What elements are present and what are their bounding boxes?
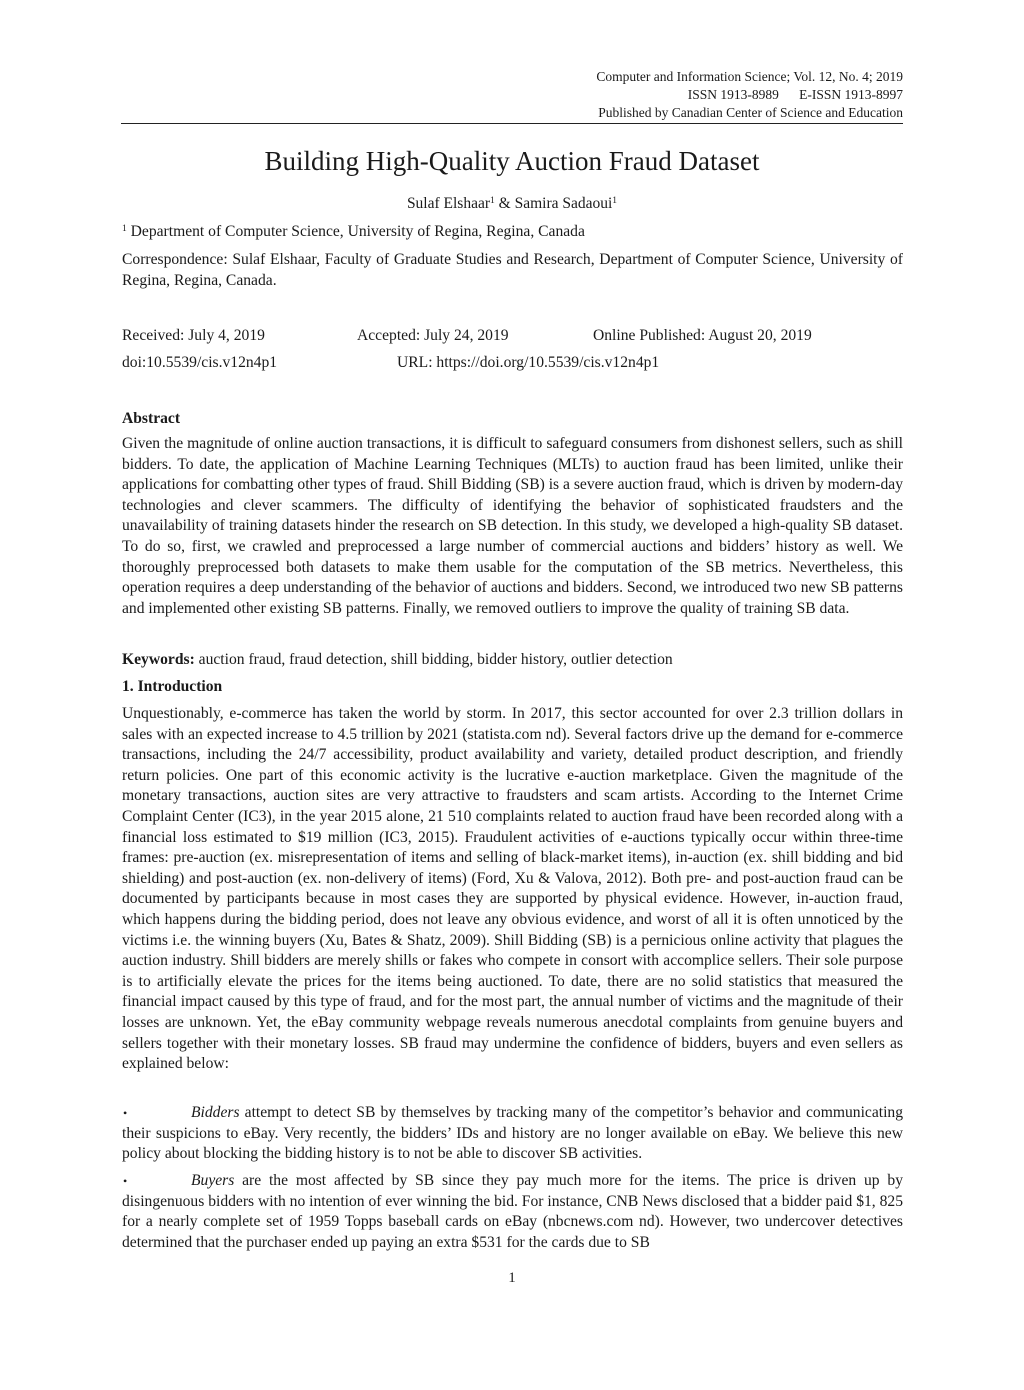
bullet-lead: Bidders (191, 1104, 240, 1121)
author-name: Sulaf Elshaar (406, 195, 491, 212)
author-affil-marker: 1 (490, 196, 495, 206)
author-list (0, 194, 1024, 214)
affiliation (122, 222, 903, 243)
header-rule (121, 123, 903, 124)
issn-line: ISSN 1913-8989 E-ISSN 1913-8997 (687, 87, 903, 102)
page-number: 1 (508, 1270, 516, 1286)
paper-title: Building High-Quality Auction Fraud Dataset (264, 146, 760, 176)
author-name: Samira Sadaoui (514, 195, 613, 212)
bullet-lead: Buyers (191, 1172, 235, 1189)
author-separator: & (494, 195, 515, 212)
publisher-line: Published by Canadian Center of Science and Education (598, 105, 903, 120)
abstract-heading: Abstract (122, 410, 181, 427)
keywords-text: auction fraud, fraud detection, shill bidding, bidder history, outlier detection (194, 651, 673, 668)
bullet-text: are the most affected by SB since they pay much more for the items. The price is driven up by disingenuous bidders with no intention of ever winning the bid. For instance, CNB News disclosed that a bidder paid $1, 825 for a nearly complete set of 1959 Topps baseball cards on eBay (nbcnews.com nd). However, two undercover detectives determined that the purchaser ended up paying an extra $531 for the cards due to SB (122, 1172, 903, 1251)
accepted-date: Accepted: July 24, 2019 (357, 327, 509, 344)
bullet-bidders (122, 1103, 903, 1165)
received-date: Received: July 4, 2019 (122, 327, 265, 344)
bullet-marker: • (123, 1174, 128, 1188)
affiliation-marker: 1 (122, 224, 127, 234)
keywords (122, 650, 903, 671)
correspondence: Correspondence: Sulaf Elshaar, Faculty of Graduate Studies and Research, Department of Computer Science, University of Regina, Regina, Canada. (122, 251, 903, 289)
bullet-buyers (122, 1171, 903, 1253)
keywords-label: Keywords: (122, 651, 195, 668)
bullet-marker: • (123, 1106, 128, 1120)
introduction-text: Unquestionably, e-commerce has taken the world by storm. In 2017, this sector accounted for over 2.3 trillion dollars in sales with an expected increase to 4.5 trillion by 2021 (statista.com nd). Several factors drive up the demand for e-commerce transactions, including the 24/7 accessibility, product availability and variety, detailed product description, and friendly return policies. One part of this economic activity is the lucrative e-auction marketplace. Given the magnitude of the monetary transactions, auction sites are very attractive to fraudsters and scam artists. According to the Internet Crime Complaint Center (IC3), in the year 2015 alone, 21 510 complaints related to auction fraud have been recorded along with a financial loss estimated to $19 million (IC3, 2015). Fraudulent activities of e-auctions typically occur within three-time frames: pre-auction (ex. misrepresentation of items and selling of black-market items), in-auction (ex. shill bidding and bid shielding) and post-auction (ex. non-delivery of items) (Ford, Xu & Valova, 2012). Both pre- and post-auction fraud can be documented by participants because in most cases they are supported by physical evidence. However, in-auction fraud, which happens during the bidding period, does not leave any obvious evidence, and worst of all it is often unnoticed by the victims i.e. the winning buyers (Xu, Bates & Shatz, 2009). Shill Bidding (SB) is a pernicious online activity that plagues the auction industry. Shill bidders are merely shills or fakes who compete in consort with accomplice sellers. Their sole purpose is to artificially elevate the prices for the items being auctioned. To date, there are no solid statistics that measured the financial impact caused by this type of fraud, and for the most part, the annual number of victims and the magnitude of their losses are unknown. Yet, the eBay community webpage reveals numerous anecdotal complaints from genuine buyers and sellers together with their monetary losses. SB fraud may undermine the confidence of bidders, buyers and even sellers as explained below: (122, 705, 903, 1073)
author-affil-marker: 1 (612, 196, 618, 206)
doi-url[interactable]: URL: https://doi.org/10.5539/cis.v12n4p1 (397, 354, 660, 371)
affiliation-text: Department of Computer Science, University of Regina, Regina, Canada (126, 223, 585, 240)
bullet-text: attempt to detect SB by themselves by tracking many of the competitor’s behavior and communicating their suspicions to eBay. Very recently, the bidders’ IDs and history are no longer available on eBay. We believe this new policy about blocking the bidding history is to not be able to discover SB activities. (122, 1104, 903, 1163)
journal-line: Computer and Information Science; Vol. 12, No. 4; 2019 (596, 69, 903, 84)
doi[interactable]: doi:10.5539/cis.v12n4p1 (122, 354, 278, 371)
published-date: Online Published: August 20, 2019 (593, 327, 812, 344)
introduction-heading: 1. Introduction (122, 678, 223, 695)
abstract-text: Given the magnitude of online auction transactions, it is difficult to safeguard consumers from dishonest sellers, such as shill bidders. To date, the application of Machine Learning Techniques (MLTs) to auction fraud has been limited, unlike their applications for combatting other types of fraud. Shill Bidding (SB) is a severe auction fraud, which is driven by modern-day technologies and clever scammers. The difficulty of identifying the behavior of sophisticated fraudsters and the unavailability of training datasets hinder the research on SB detection. In this study, we developed a high-quality SB dataset. To do so, first, we crawled and preprocessed a large number of commercial auctions and bidders’ history as well. We thoroughly preprocessed both datasets to make them usable for the computation of the SB metrics. Nevertheless, this operation requires a deep understanding of the behavior of auctions and bidders. Second, we introduced two new SB patterns and implemented other existing SB patterns. Finally, we removed outliers to improve the quality of training SB data. (122, 435, 903, 617)
